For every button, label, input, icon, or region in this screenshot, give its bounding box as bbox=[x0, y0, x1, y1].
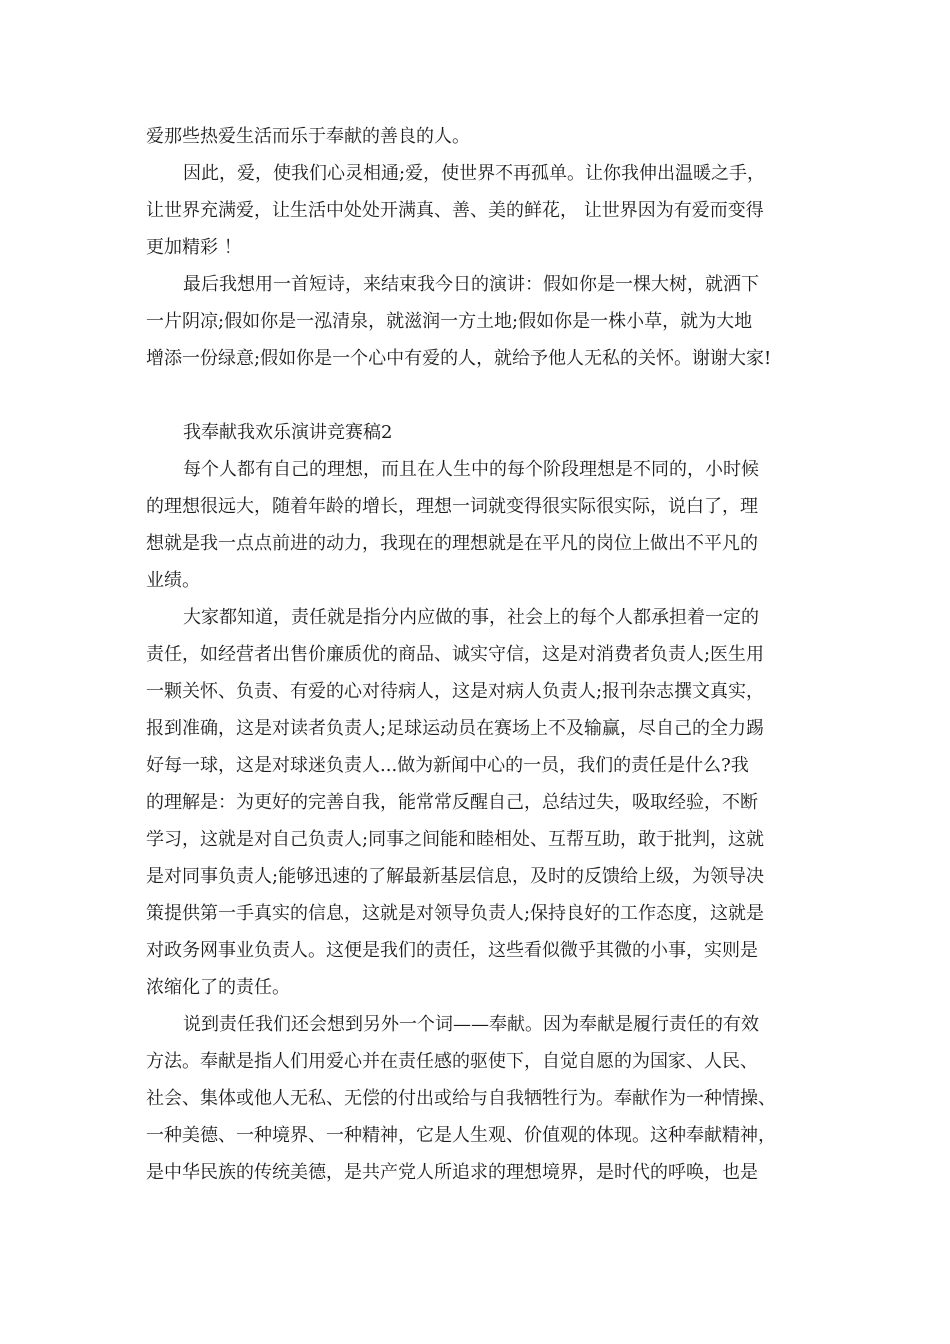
paragraph-line: 更加精彩 ！ bbox=[146, 237, 242, 258]
paragraph-line: 责任，如经营者出售价廉质优的商品、诚实守信，这是对消费者负责人;医生用 bbox=[146, 644, 765, 665]
paragraph bbox=[146, 266, 826, 377]
heading-text: 我奉献我欢乐演讲竞赛稿2 bbox=[183, 422, 393, 443]
paragraph-line: 增添一份绿意;假如你是一个心中有爱的人，就给予他人无私的关怀。谢谢大家! bbox=[146, 348, 772, 369]
paragraph-line: 因此，爱，使我们心灵相通;爱，使世界不再孤单。让你我伸出温暖之手， bbox=[183, 163, 766, 184]
paragraph bbox=[146, 1006, 826, 1191]
paragraph-line: 大家都知道，责任就是指分内应做的事，社会上的每个人都承担着一定的 bbox=[183, 607, 759, 628]
paragraph-line: 策提供第一手真实的信息，这就是对领导负责人;保持良好的工作态度，这就是 bbox=[146, 903, 765, 924]
paragraph-line: 的理解是：为更好的完善自我，能常常反醒自己，总结过失，吸取经验，不断 bbox=[146, 792, 758, 813]
paragraph-line: 让世界充满爱，让生活中处处开满真、善、美的鲜花， 让世界因为有爱而变得 bbox=[146, 200, 764, 221]
paragraph bbox=[146, 155, 826, 266]
paragraph-line: 是对同事负责人;能够迅速的了解最新基层信息，及时的反馈给上级，为领导决 bbox=[146, 866, 765, 887]
paragraph-line: 学习，这就是对自己负责人;同事之间能和睦相处、互帮互助，敢于批判，这就 bbox=[146, 829, 765, 850]
paragraph-line: 每个人都有自己的理想，而且在人生中的每个阶段理想是不同的，小时候 bbox=[183, 459, 759, 480]
paragraph-line: 一片阴凉;假如你是一泓清泉，就滋润一方土地;假如你是一株小草，就为大地 bbox=[146, 311, 753, 332]
paragraph-line: 最后我想用一首短诗，来结束我今日的演讲：假如你是一棵大树，就洒下 bbox=[183, 274, 759, 295]
paragraph-line: 说到责任我们还会想到另外一个词——奉献。因为奉献是履行责任的有效 bbox=[183, 1014, 759, 1035]
paragraph-line: 报到准确，这是对读者负责人;足球运动员在赛场上不及输赢，尽自己的全力踢 bbox=[146, 718, 765, 739]
paragraph-line: 方法。奉献是指人们用爱心并在责任感的驱使下，自觉自愿的为国家、人民、 bbox=[146, 1051, 758, 1072]
paragraph-line: 好每一球，这是对球迷负责人...做为新闻中心的一员，我们的责任是什么?我 bbox=[146, 755, 749, 776]
paragraph-line: 社会、集体或他人无私、无偿的付出或给与自我牺牲行为。奉献作为一种情操、 bbox=[146, 1088, 776, 1109]
paragraph-line: 的理想很远大，随着年龄的增长，理想一词就变得很实际很实际，说白了，理 bbox=[146, 496, 758, 517]
paragraph bbox=[146, 118, 826, 155]
paragraph-line: 爱那些热爱生活而乐于奉献的善良的人。 bbox=[146, 126, 470, 147]
section-heading bbox=[146, 414, 826, 451]
document-body bbox=[146, 118, 826, 1191]
paragraph-line: 一种美德、一种境界、一种精神，它是人生观、价值观的体现。这种奉献精神， bbox=[146, 1125, 776, 1146]
paragraph-line: 想就是我一点点前进的动力，我现在的理想就是在平凡的岗位上做出不平凡的 bbox=[146, 533, 758, 554]
paragraph bbox=[146, 451, 826, 599]
paragraph-line: 业绩。 bbox=[146, 570, 200, 591]
paragraph bbox=[146, 599, 826, 1006]
paragraph-gap bbox=[146, 377, 826, 414]
paragraph-line: 对政务网事业负责人。这便是我们的责任，这些看似微乎其微的小事，实则是 bbox=[146, 940, 758, 961]
paragraph-line: 浓缩化了的责任。 bbox=[146, 977, 290, 998]
paragraph-line: 一颗关怀、负责、有爱的心对待病人，这是对病人负责人;报刊杂志撰文真实， bbox=[146, 681, 765, 702]
paragraph-line: 是中华民族的传统美德，是共产党人所追求的理想境界，是时代的呼唤，也是 bbox=[146, 1162, 758, 1183]
